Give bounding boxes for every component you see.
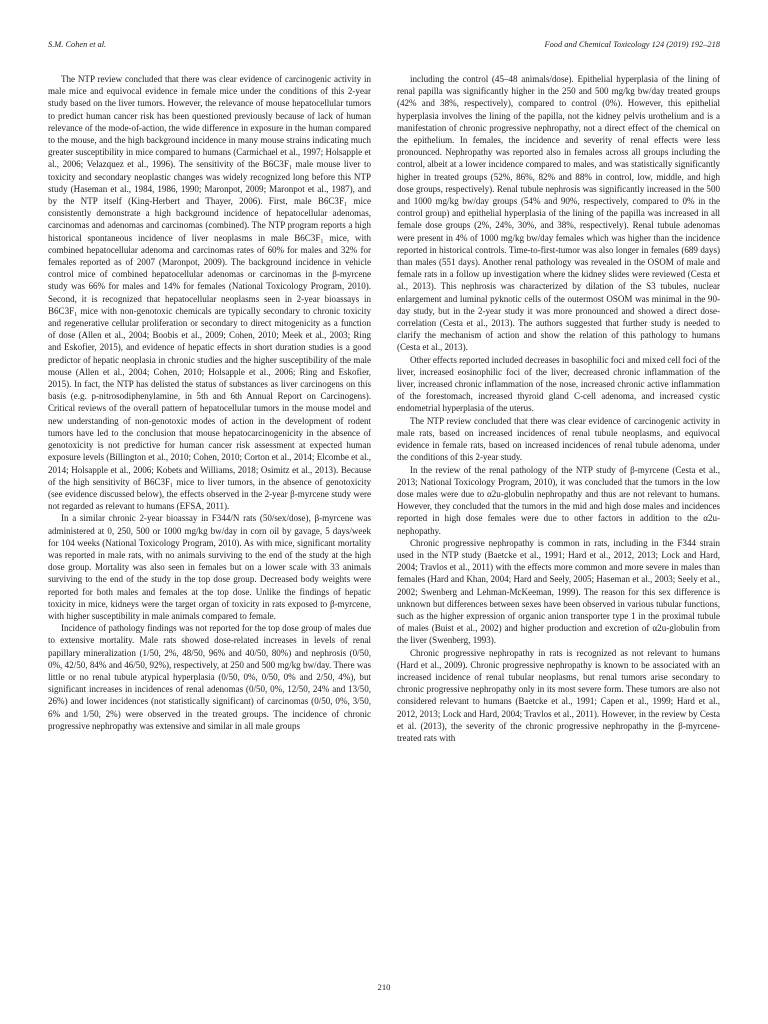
paragraph: Incidence of pathology findings was not reported for the top dose group of males due to extensive mortality. Male rats showed dose-related increases in levels of renal papillary mineralization (1/50, 2%, 48/50, 96% and 40/50, 80%) and nephrosis (0/50, 0%, 42/50, 84% and 46/50, 92%), respectively, at 250 and 500 mg/kg bw/day. There was little or no renal tubule atypical hyperplasia (0/50, 0%, 0/50, 0% and 2/50, 4%), but significant increases in incidences of renal adenomas (0/50, 0%, 12/50, 24% and 13/50, 26%) and lower incidences (not statistically significant) of carcinomas (0/50, 0%, 3/50, 6% and 1/50, 2%) were observed in the treated groups. The incidence of chronic progressive nephropathy was extensive and similar in all male groups <box>48 623 371 731</box>
paragraph: The NTP review concluded that there was clear evidence of carcinogenic activity in male mice and equivocal evidence in female mice under the conditions of this 2-year study based on the liver tumors. However, the relevance of mouse hepatocellular tumors to predict human cancer risk has been questioned previously because of lack of human relevance of the mode-of-action, the wide difference in exposure in the human compared to the mouse, and the high background incidence in many mouse strains indicating much greater susceptibility in mice compared to humans (Carmichael et al., 1997; Holsapple et al., 2006; Velazquez et al., 1996). The sensitivity of the B6C3F₁ male mouse liver to toxicity and secondary neoplastic changes was widely recognized long before this NTP study (Haseman et al., 1984, 1986, 1990; Maronpot, 2009; Maronpot et al., 1987), and by the NTP itself (King-Herbert and Thayer, 2006). First, male B6C3F₁ mice consistently demonstrate a high background incidence of hepatocellular adenomas, carcinomas and adenomas and carcinomas (combined). The NTP program reports a high historical spontaneous incidence of liver neoplasms in male B6C3F₁ mice, with combined hepatocellular adenoma and carcinomas rates of 60% for males and 32% for females reported as of 2007 (Maronpot, 2009). The background incidence in vehicle control mice of combined hepatocellular adenomas or carcinomas in the β-myrcene study was 66% for males and 14% for females (National Toxicology Program, 2010). Second, it is recognized that hepatocellular neoplasms seen in 2-year bioassays in B6C3F₁ mice with non-genotoxic chemicals are typically secondary to chronic toxicity and regenerative cellular proliferation or secondary to direct mitogenicity as a function of dose (Allen et al., 2004; Boobis et al., 2009; Cohen, 2010; Meek et al., 2003; Ring and Eskofier, 2015), and evidence of hepatic effects in short duration studies is a good predictor of hepatic neoplasia in chronic studies and the higher susceptibility of the male mouse (Allen et al., 2004; Cohen, 2010; Holsapple et al., 2006; Ring and Eskofier, 2015). In fact, the NTP has delisted the status of substances as liver carcinogens on this basis (e.g. p-nitrosodiphenylamine, in 5th and 6th Annual Report on Carcinogens). Critical reviews of the overall pattern of hepatocellular tumors in the mouse model and new understanding of non-genotoxic modes of action in the development of rodent tumors have led to the conclusion that mouse hepatocarcinogenicity in the absence of genotoxicity is not predictive for human cancer risk assessment at expected human exposure levels (Billington et al., 2010; Cohen, 2010; Corton et al., 2014; Elcombe et al., 2014; Holsapple et al., 2006; Kobets and Williams, 2018; Osimitz et al., 2013). Because of the high sensitivity of B6C3F₁ mice to liver tumors, in the absence of genotoxicity (see evidence discussed below), the effects observed in the 2-year β-myrcene study were not regarded as relevant to humans (EFSA, 2011). <box>48 74 371 512</box>
left-column <box>48 73 371 963</box>
page-number: 210 <box>377 982 391 992</box>
header-authors: S.M. Cohen et al. <box>48 40 107 49</box>
right-column <box>397 73 720 963</box>
paragraph: The NTP review concluded that there was clear evidence of carcinogenic activity in male rats, based on increased incidences of renal tubule neoplasms, and equivocal evidence in female rats, based on increased incidences of renal tubule adenoma, under the conditions of this 2-year study. <box>397 415 720 463</box>
running-header <box>48 40 720 54</box>
paragraph: Other effects reported included decreases in basophilic foci and mixed cell foci of the liver, increased eosinophilic foci of the liver, decreased chronic inflammation of the liver, increased chronic inflammation of the nose, increased chronic active inflammation of the forestomach, increased thyroid gland C-cell adenoma, and increased cystic endometrial hyperplasia of the uterus. <box>397 354 720 414</box>
paragraph: including the control (45–48 animals/dose). Epithelial hyperplasia of the lining of renal papilla was significantly higher in the 250 and 500 mg/kg bw/day treated groups (42% and 38%, respectively), compared to control (0%). However, this epithelial hyperplasia involves the lining of the papilla, not the kidney pelvis urothelium and is a manifestation of chronic progressive nephropathy, not a direct effect of the chemical on the epithelium. In females, the incidence and severity of renal effects were less pronounced. Nephropathy was reported also in females across all groups including the control, albeit at a lower incidence compared to males, and was statistically significantly higher in treated groups (52%, 86%, 82% and 88% in control, low, middle, and high dose groups, respectively). Renal tubule nephrosis was significantly increased in the 500 and 1000 mg/kg bw/day groups (54% and 90%, respectively, compared to 0% in the control group) and epithelial hyperplasia of the lining of the papilla was increased in all female dose groups (2%, 24%, 30%, and 38%, respectively). Renal tubule adenomas were present in 4% of 1000 mg/kg bw/day females which was higher than the incidence reported in historical controls. Time-to-first-tumor was also longer in females (689 days) than males (551 days). Another renal pathology was revealed in the OSOM of male and female rats in a follow up investigation where the kidney slides were reviewed (Cesta et al., 2013). This nephrosis was characterized by dilation of the S3 tubules, nuclear enlargement and luminal pyknotic cells of the outermost OSOM was minimal in the 90-day study, but in the 2-year study it was more pronounced and showed a direct dose-correlation (Cesta et al., 2013). The authors suggested that further study is needed to clarify the mechanism of action and show the relation of this pathology to humans (Cesta et al., 2013). <box>397 74 720 353</box>
header-journal: Food and Chemical Toxicology 124 (2019) 192–218 <box>544 40 720 49</box>
paragraph: In the review of the renal pathology of the NTP study of β-myrcene (Cesta et al., 2013; National Toxicology Program, 2010), it was concluded that the tumors in the low dose males were due to α2u-globulin nephropathy and thus are not relevant to humans. However, they concluded that the tumors in the mid and high dose males and incidences reported in high dose females were due to other factors in addition to the α2u-nephopathy. <box>397 464 720 536</box>
paragraph: Chronic progressive nephropathy is common in rats, including in the F344 strain used in the NTP study (Baetcke et al., 1991; Hard et al., 2012, 2013; Lock and Hard, 2004; Travlos et al., 2011) with the effects more common and more severe in males than females (Hard and Khan, 2004; Hard and Seely, 2005; Haseman et al., 2003; Seely et al., 2002; Swenberg and Lehman-McKeeman, 1999). The reason for this sex difference is unknown but differences between sexes have been observed in various tubular functions, such as the higher expression of organic anion transporter type 1 in the proximal tubule of males (Buist et al., 2002) and higher production and excretion of α2u-globulin from the liver (Swenberg, 1993). <box>397 537 720 646</box>
paragraph: In a similar chronic 2-year bioassay in F344/N rats (50/sex/dose), β-myrcene was administered at 0, 250, 500 or 1000 mg/kg bw/day in corn oil by gavage, 5 days/week for 104 weeks (National Toxicology Program, 2010). As with mice, significant mortality was reported in male rats, with no animals surviving to the end of the study at the high dose group. Mortality was also seen in females but on a lower scale with 33 animals surviving to the end of the study in the top dose group. Decreased body weights were reported for both males and females at the top dose. Unlike the findings of hepatic toxicity in mice, kidneys were the target organ of toxicity in rats exposed to β-myrcene, with higher susceptibility in male animals compared to female. <box>48 513 371 621</box>
paragraph: Chronic progressive nephropathy in rats is recognized as not relevant to humans (Hard et al., 2009). Chronic progressive nephropathy is known to be associated with an increased incidence of renal tubular neoplasms, but renal tumors arise secondary to chronic progressive nephropathy only in its most severe form. These tumors are also not considered relevant to humans (Baetcke et al., 1991; Capen et al., 1999; Hard et al., 2012, 2013; Lock and Hard, 2004; Travlos et al., 2011). However, in the review by Cesta et al. (2013), the severity of the chronic progressive nephropathy in the β-myrcene-treated rats with <box>397 647 720 743</box>
